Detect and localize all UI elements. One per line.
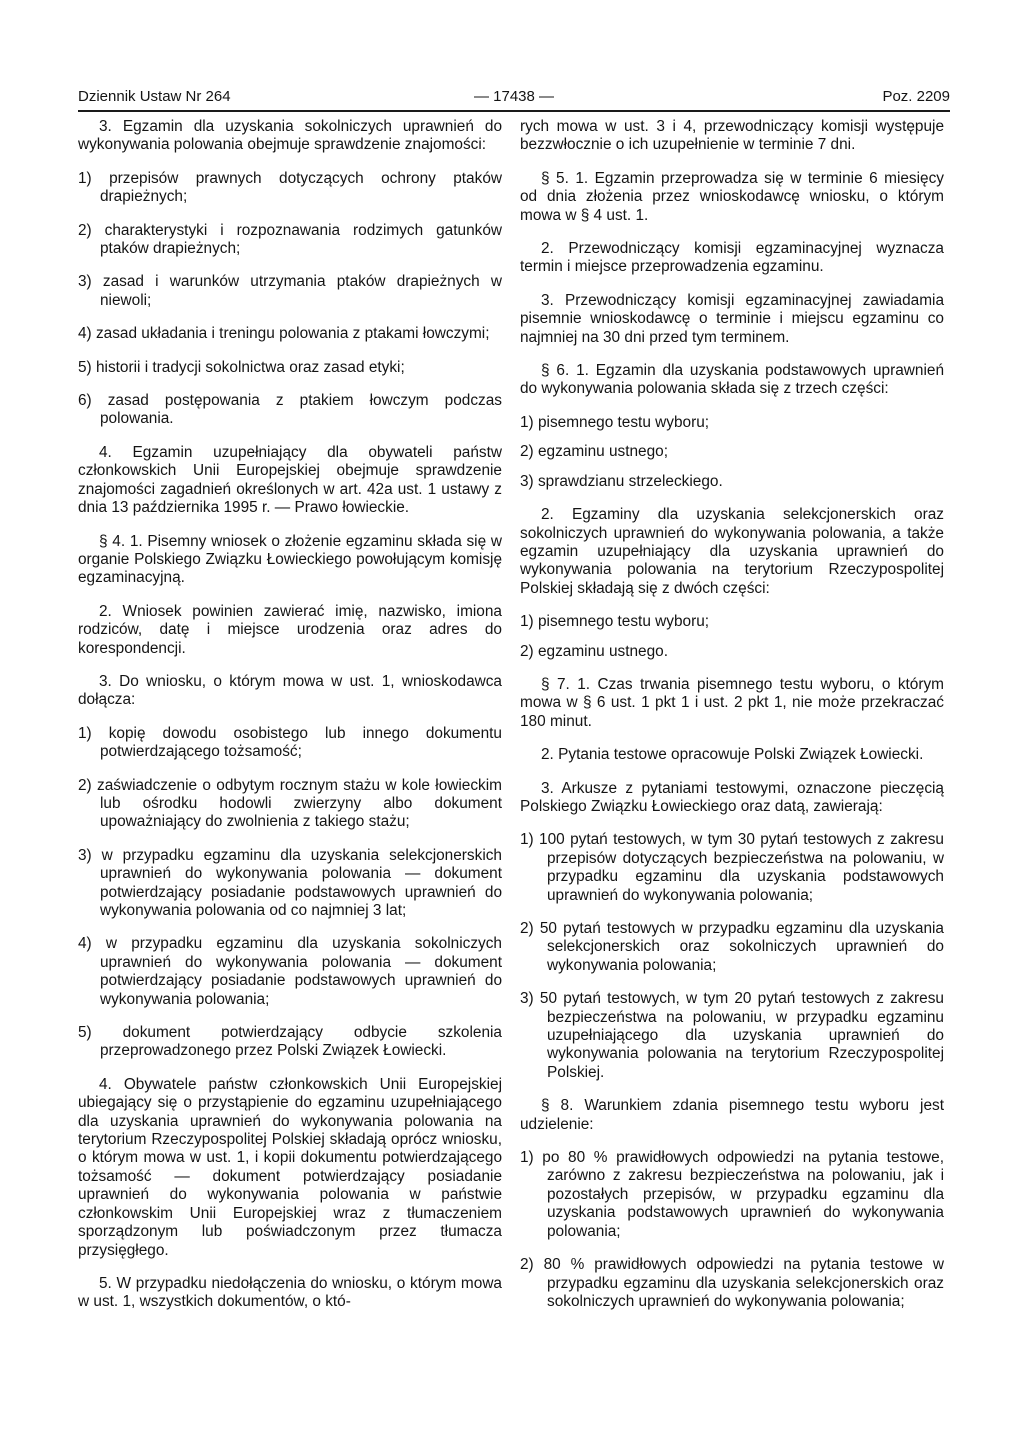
list-item: 2) 80 % prawidłowych odpowiedzi na pytania testowe w przypadku egzaminu dla uzyskania selekcjonerskich oraz sokolniczych uprawnień do wykonywania polowania; [520,1256,944,1310]
list-item: 3) 50 pytań testowych, w tym 20 pytań testowych z zakresu bezpieczeństwa na polowaniu, w przypadku egzaminu uzupełniającego dla uzyskania uprawnień do wykonywania polowania na terytorium Rzeczypospolitej Polskiej. [520,990,944,1081]
paragraph: § 4. 1. Pisemny wniosek o złożenie egzaminu składa się w organie Polskiego Związku Łowieckiego powołującym komisję egzaminacyjną. [78,532,502,587]
paragraph: 5. W przypadku niedołączenia do wniosku, o którym mowa w ust. 1, wszystkich dokumentów, o któ- [78,1274,502,1311]
list-item: 3) zasad i warunków utrzymania ptaków drapieżnych w niewoli; [78,273,502,309]
list-item: 1) po 80 % prawidłowych odpowiedzi na pytania testowe, zarówno z zakresu bezpieczeństwa na polowaniu, jak i pozostałych przepisów, w przypadku egzaminu dla uzyskania podstawowych uprawnień do wykonywania polowania; [520,1149,944,1240]
list-item: 1) przepisów prawnych dotyczących ochrony ptaków drapieżnych; [78,169,502,206]
list-item: 4) zasad układania i treningu polowania z ptakami łowczymi; [78,325,490,343]
paragraph: 3. Do wniosku, o którym mowa w ust. 1, wnioskodawca dołącza: [78,672,502,709]
right-column [520,118,944,1326]
paragraph: 3. Egzamin dla uzyskania sokolniczych uprawnień do wykonywania polowania obejmuje sprawdzenie znajomości: [78,118,502,154]
page-number: — 17438 — [473,88,555,105]
position-number: Poz. 2209 [882,88,950,105]
list-item: 2) egzaminu ustnego; [520,443,669,461]
paragraph: 4. Egzamin uzupełniający dla obywateli państw członkowskich Unii Europejskiej obejmuje sprawdzenie znajomości zagadnień określonych w art. 42a ust. 1 ustawy z dnia 13 października 1995 r. — Prawo łowieckie. [78,443,502,517]
list-item: 2) zaświadczenie o odbytym rocznym stażu w kole łowieckim lub ośrodku hodowli zwierzyny albo dokument upoważniający do zwolnienia z takiego stażu; [78,776,502,831]
paragraph: 4. Obywatele państw członkowskich Unii Europejskiej ubiegający się o przystąpienie do egzaminu uzupełniającego dla uzyskania uprawnień do wykonywania polowania na terytorium Rzeczypospolitej Polskiej składają oprócz wniosku, o którym mowa w ust. 1, i kopii dokumentu potwierdzającego tożsamość — dokument potwierdzający posiadanie uprawnień do wykonywania polowania w państwie członkowskim Unii Europejskiej wraz z tłumaczeniem sporządzonym lub poświadczonym przez tłumacza przysięgłego. [78,1075,502,1259]
document-page [78,86,950,1311]
left-column [78,118,502,1327]
list-item: 3) sprawdzianu strzeleckiego. [520,472,723,490]
list-item: 2) 50 pytań testowych w przypadku egzaminu dla uzyskania selekcjonerskich oraz sokolniczych uprawnień do wykonywania polowania; [520,920,944,974]
list-item: 6) zasad postępowania z ptakiem łowczym podczas polowania. [78,392,502,428]
list-item: 4) w przypadku egzaminu dla uzyskania sokolniczych uprawnień do wykonywania polowania — dokument potwierdzający posiadanie podstawowych uprawnień do wykonywania polowania; [78,935,502,1008]
page-header [78,86,950,112]
paragraph: § 8. Warunkiem zdania pisemnego testu wyboru jest udzielenie: [520,1097,944,1133]
paragraph-continuation: rych mowa w ust. 3 i 4, przewodniczący komisji występuje bezzwłocznie o ich uzupełnienie w terminie 7 dni. [520,118,944,154]
list-item: 1) pisemnego testu wyboru; [520,413,710,431]
paragraph: 2. Pytania testowe opracowuje Polski Związek Łowiecki. [541,746,924,764]
paragraph: 3. Przewodniczący komisji egzaminacyjnej zawiadamia pisemnie wnioskodawcę o terminie i miejscu egzaminu co najmniej na 30 dni przed tym terminem. [520,291,944,346]
paragraph: § 7. 1. Czas trwania pisemnego testu wyboru, o którym mowa w § 6 ust. 1 pkt 1 i ust. 2 pkt 1, nie może przekraczać 180 minut. [520,675,944,730]
list-item: 1) pisemnego testu wyboru; [520,613,710,631]
paragraph: 2. Egzaminy dla uzyskania selekcjonerskich oraz sokolniczych uprawnień do wykonywania polowania, a także egzamin uzupełniający dla uzyskania uprawnień do wykonywania polowania na terytorium Rzeczypospolitej Polskiej składają się z dwóch części: [520,506,944,597]
paragraph: § 6. 1. Egzamin dla uzyskania podstawowych uprawnień do wykonywania polowania składa się z trzech części: [520,362,944,398]
paragraph: 2. Wniosek powinien zawierać imię, nazwisko, imiona rodziców, datę i miejsce urodzenia oraz adres do korespondencji. [78,602,502,657]
list-item: 2) charakterystyki i rozpoznawania rodzimych gatunków ptaków drapieżnych; [78,221,502,258]
paragraph: 3. Arkusze z pytaniami testowymi, oznaczone pieczęcią Polskiego Związku Łowieckiego oraz datą, zawierają: [520,779,944,815]
paragraph: § 5. 1. Egzamin przeprowadza się w terminie 6 miesięcy od dnia złożenia przez wnioskodawcę wniosku, o którym mowa w § 4 ust. 1. [520,169,944,224]
list-item: 3) w przypadku egzaminu dla uzyskania selekcjonerskich uprawnień do wykonywania polowania — dokument potwierdzający posiadanie podstawowych uprawnień do wykonywania polowania od co najmniej 3 lat; [78,846,502,919]
list-item: 2) egzaminu ustnego. [520,642,669,660]
list-item: 1) 100 pytań testowych, w tym 30 pytań testowych z zakresu przepisów dotyczących bezpieczeństwa na polowaniu, w przypadku egzaminu dla uzyskania podstawowych uprawnień do wykonywania polowania; [520,831,944,904]
journal-title: Dziennik Ustaw Nr 264 [78,88,231,105]
list-item: 5) dokument potwierdzający odbycie szkolenia przeprowadzonego przez Polski Związek Łowiecki. [78,1024,502,1060]
list-item: 5) historii i tradycji sokolnictwa oraz zasad etyki; [78,358,405,376]
paragraph: 2. Przewodniczący komisji egzaminacyjnej wyznacza termin i miejsce przeprowadzenia egzaminu. [520,240,944,276]
list-item: 1) kopię dowodu osobistego lub innego dokumentu potwierdzającego tożsamość; [78,724,502,761]
